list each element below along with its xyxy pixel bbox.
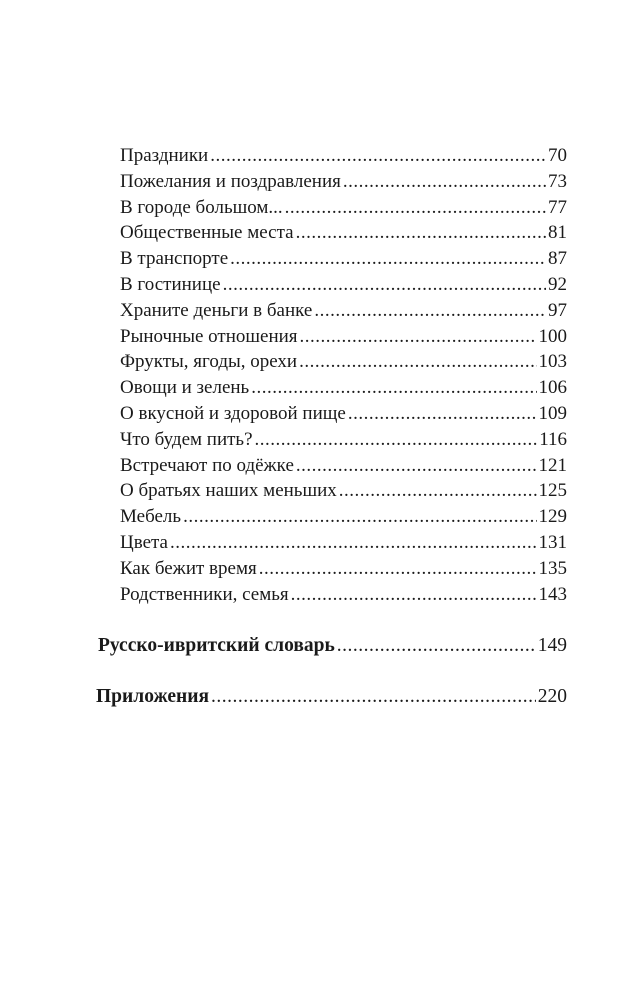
toc-entry-page: 106 [538, 377, 567, 399]
dot-leader [251, 375, 536, 401]
toc-entry-title: Пожелания и поздравления [120, 170, 341, 192]
toc-entry-page: 220 [537, 686, 567, 708]
toc-entry-title: Как бежит время [120, 557, 257, 579]
toc-entry-page: 135 [538, 557, 567, 579]
dot-leader [314, 298, 546, 324]
toc-entry [120, 246, 567, 272]
toc-entry-page: 116 [539, 428, 567, 450]
toc-entry-title: Рыночные отношения [120, 325, 298, 347]
dot-leader [285, 195, 546, 221]
toc-entry-dictionary [98, 633, 567, 659]
toc-entry-page: 129 [538, 506, 567, 528]
toc-entry-title: Общественные места [120, 222, 294, 244]
toc-entry-page: 97 [548, 299, 567, 321]
toc-entry-title: О вкусной и здоровой пище [120, 402, 346, 424]
toc-entry [120, 478, 567, 504]
toc-entry-page: 73 [548, 170, 567, 192]
dot-leader [300, 324, 537, 350]
toc-entry-title: Храните деньги в банке [120, 299, 313, 321]
toc-entry [120, 324, 567, 350]
toc-entry-title: Цвета [120, 531, 168, 553]
toc-entry-page: 125 [538, 480, 567, 502]
toc-entry [120, 556, 567, 582]
dot-leader [348, 401, 537, 427]
toc-entry-title: Овощи и зелень [120, 377, 250, 399]
dot-leader [299, 349, 536, 375]
toc-entry-title: О братьях наших меньших [120, 480, 337, 502]
toc-entry-page: 100 [538, 325, 567, 347]
toc-entry-title: Что будем пить? [120, 428, 253, 450]
toc-entry [120, 272, 567, 298]
toc-entry-page: 81 [548, 222, 567, 244]
toc-entry-title: В городе большом... [120, 196, 283, 218]
dot-leader [183, 504, 536, 530]
toc-entry [120, 143, 567, 169]
dot-leader [337, 633, 536, 659]
dot-leader [259, 556, 537, 582]
dot-leader [343, 169, 546, 195]
toc-subsection-list [0, 143, 640, 607]
toc-entry [120, 427, 567, 453]
dot-leader [255, 427, 538, 453]
toc-entry-title: Фрукты, ягоды, орехи [120, 351, 298, 373]
toc-entry-title: Мебель [120, 506, 182, 528]
toc-entry [120, 298, 567, 324]
toc-entry-page: 87 [548, 248, 567, 270]
toc-entry [120, 582, 567, 608]
toc-entry-title: Встречают по одёжке [120, 454, 294, 476]
toc-entry [120, 349, 567, 375]
toc-entry-title: Праздники [120, 145, 209, 166]
toc-entry-page: 109 [538, 402, 567, 424]
toc-entry-title: Приложения [96, 686, 210, 708]
dot-leader [170, 530, 537, 556]
toc-entry [120, 220, 567, 246]
toc-entry-page: 92 [548, 273, 567, 295]
toc-entry-title: Родственники, семья [120, 583, 289, 605]
dot-leader [223, 272, 546, 298]
toc-entry [120, 195, 567, 221]
toc-entry-page: 77 [548, 196, 567, 218]
toc-entry [120, 530, 567, 556]
dot-leader [230, 246, 546, 272]
toc-entry [120, 401, 567, 427]
dot-leader [296, 220, 546, 246]
toc-entry-title: Русско-ивритский словарь [98, 635, 335, 657]
dot-leader [211, 684, 536, 710]
toc-entry-page: 70 [548, 145, 567, 166]
toc-entry-title: В гостинице [120, 273, 221, 295]
toc-entry [120, 453, 567, 479]
dot-leader [291, 582, 537, 608]
toc-entry-page: 143 [538, 583, 567, 605]
toc-entry [120, 504, 567, 530]
toc-entry-appendix [96, 684, 567, 710]
dot-leader [296, 453, 537, 479]
toc-entry-title: В транспорте [120, 248, 229, 270]
toc-entry-page: 149 [537, 635, 567, 657]
toc-entry-page: 131 [538, 531, 567, 553]
toc-entry-page: 103 [538, 351, 567, 373]
table-of-contents [0, 143, 640, 710]
toc-entry-page: 121 [538, 454, 567, 476]
toc-entry [120, 375, 567, 401]
toc-entry [120, 169, 567, 195]
dot-leader [210, 143, 546, 169]
dot-leader [339, 478, 537, 504]
